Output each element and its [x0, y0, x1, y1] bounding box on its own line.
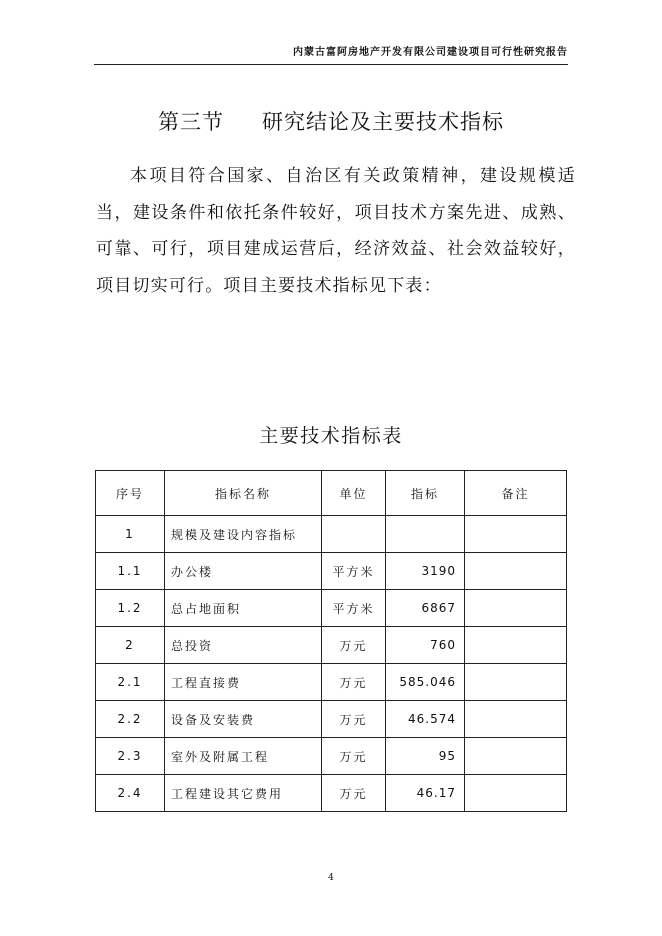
header-rule: [94, 64, 568, 65]
table-header-row: [96, 471, 567, 516]
cell-seq: 1: [96, 516, 165, 553]
table-row: [96, 590, 567, 627]
cell-unit: 万元: [322, 627, 386, 664]
cell-name: 工程直接费: [165, 664, 322, 701]
cell-note: [465, 516, 567, 553]
table-row: [96, 738, 567, 775]
cell-note: [465, 775, 567, 812]
cell-seq: 2.4: [96, 775, 165, 812]
cell-seq: 2.2: [96, 701, 165, 738]
cell-note: [465, 553, 567, 590]
cell-unit: [322, 516, 386, 553]
table-row: [96, 664, 567, 701]
table-row: [96, 701, 567, 738]
running-header: 内蒙古富阿房地产开发有限公司建设项目可行性研究报告: [293, 47, 568, 58]
cell-unit: 平方米: [322, 590, 386, 627]
cell-name: 总占地面积: [165, 590, 322, 627]
body-paragraph: 本项目符合国家、自治区有关政策精神，建设规模适当，建设条件和依托条件较好，项目技术方案先进、成熟、可靠、可行，项目建成运营后，经济效益、社会效益较好，项目切实可行。项目主要技术指标见下表：: [96, 166, 576, 296]
section-number: 第三节: [158, 110, 224, 134]
cell-unit: 万元: [322, 701, 386, 738]
cell-seq: 1.1: [96, 553, 165, 590]
cell-value: 95: [386, 738, 465, 775]
cell-note: [465, 627, 567, 664]
cell-seq: 1.2: [96, 590, 165, 627]
cell-seq: 2.1: [96, 664, 165, 701]
cell-name: 室外及附属工程: [165, 738, 322, 775]
table-row: [96, 516, 567, 553]
cell-name: 规模及建设内容指标: [165, 516, 322, 553]
cell-unit: 平方米: [322, 553, 386, 590]
table-row: [96, 627, 567, 664]
cell-note: [465, 738, 567, 775]
cell-value: 46.17: [386, 775, 465, 812]
cell-name: 工程建设其它费用: [165, 775, 322, 812]
header-seq: 序号: [96, 471, 165, 516]
cell-unit: 万元: [322, 775, 386, 812]
section-title: 研究结论及主要技术指标: [262, 110, 504, 134]
header-note: 备注: [465, 471, 567, 516]
cell-name: 办公楼: [165, 553, 322, 590]
section-heading: [0, 106, 662, 136]
technical-indicators-table: [95, 470, 567, 812]
cell-seq: 2: [96, 627, 165, 664]
cell-value: [386, 516, 465, 553]
cell-name: 设备及安装费: [165, 701, 322, 738]
table-title: 主要技术指标表: [259, 425, 403, 447]
table-row: [96, 553, 567, 590]
cell-seq: 2.3: [96, 738, 165, 775]
cell-value: 46.574: [386, 701, 465, 738]
cell-note: [465, 664, 567, 701]
header-name: 指标名称: [165, 471, 322, 516]
page-number: 4: [328, 873, 334, 883]
cell-name: 总投资: [165, 627, 322, 664]
cell-note: [465, 590, 567, 627]
cell-value: 3190: [386, 553, 465, 590]
cell-unit: 万元: [322, 664, 386, 701]
cell-value: 6867: [386, 590, 465, 627]
table-row: [96, 775, 567, 812]
cell-unit: 万元: [322, 738, 386, 775]
cell-value: 585.046: [386, 664, 465, 701]
header-value: 指标: [386, 471, 465, 516]
cell-value: 760: [386, 627, 465, 664]
header-unit: 单位: [322, 471, 386, 516]
cell-note: [465, 701, 567, 738]
